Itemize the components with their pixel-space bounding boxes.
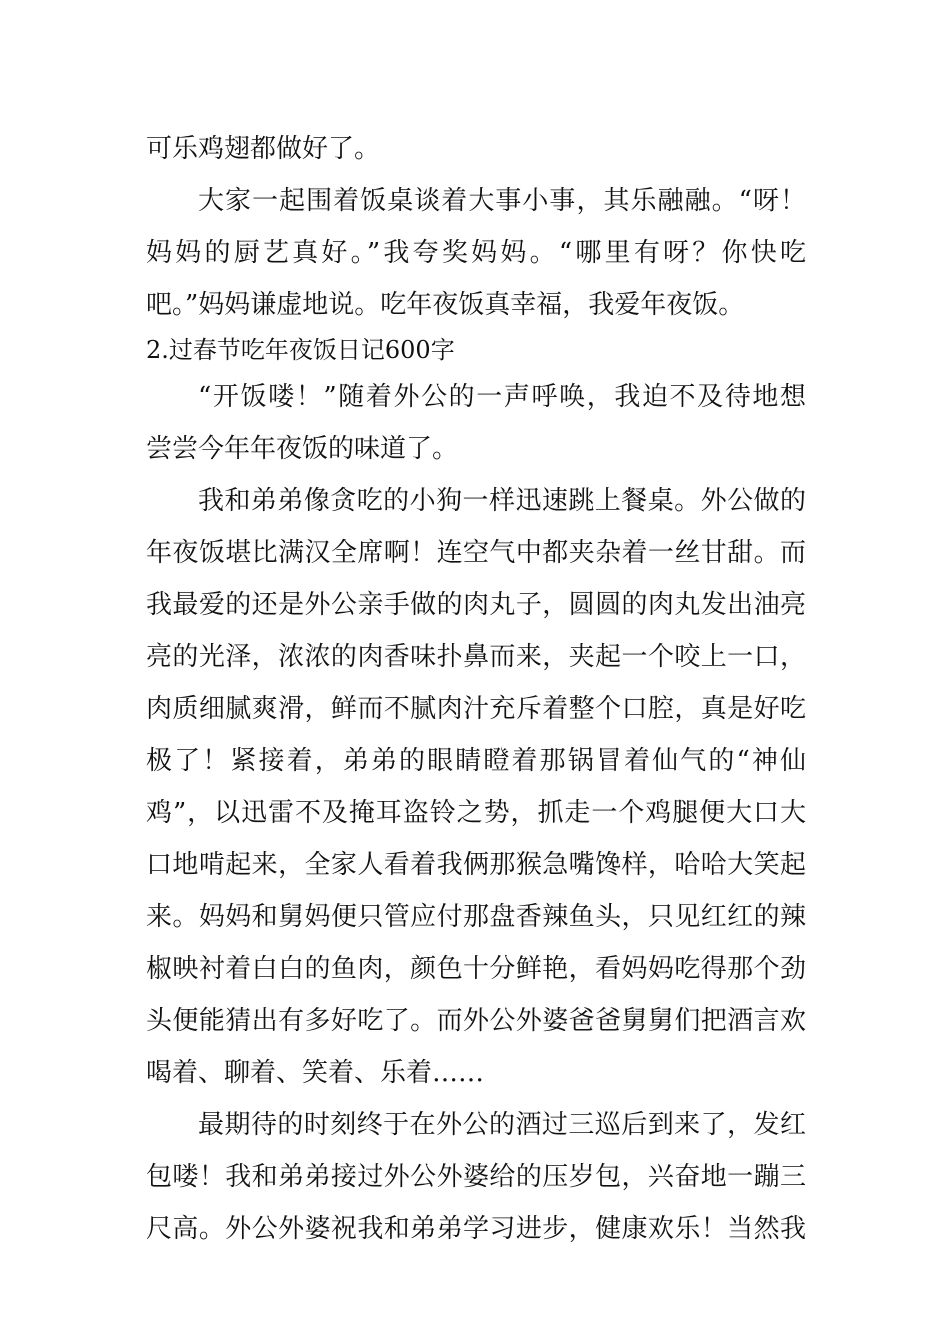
text-line: 年夜饭堪比满汉全席啊！连空气中都夹杂着一丝甘甜。而 — [146, 538, 806, 568]
text-line: 口地啃起来，全家人看着我俩那猴急嘴馋样，哈哈大笑起 — [146, 850, 806, 880]
text-line: 椒映衬着白白的鱼肉，颜色十分鲜艳，看妈妈吃得那个劲 — [146, 954, 806, 984]
text-line: 可乐鸡翅都做好了。 — [146, 134, 381, 164]
section-title: 2.过春节吃年夜饭日记600字 — [146, 336, 455, 364]
text-line: 尺高。外公外婆祝我和弟弟学习进步，健康欢乐！当然我 — [146, 1214, 806, 1244]
text-line: 包喽！我和弟弟接过外公外婆给的压岁包，兴奋地一蹦三 — [146, 1162, 806, 1192]
text-line: 尝尝今年年夜饭的味道了。 — [146, 434, 459, 464]
text-line: 妈妈的厨艺真好。”我夸奖妈妈。“哪里有呀？你快吃 — [146, 238, 806, 268]
text-line: 喝着、聊着、笑着、乐着…… — [146, 1058, 485, 1088]
text-line: 极了！紧接着，弟弟的眼睛瞪着那锅冒着仙气的“神仙 — [146, 746, 806, 776]
text-line: “开饭喽！”随着外公的一声呼唤，我迫不及待地想 — [198, 382, 806, 412]
text-line: 我和弟弟像贪吃的小狗一样迅速跳上餐桌。外公做的 — [198, 486, 806, 516]
text-line: 亮的光泽，浓浓的肉香味扑鼻而来，夹起一个咬上一口， — [146, 642, 806, 672]
text-line: 肉质细腻爽滑，鲜而不腻肉汁充斥着整个口腔，真是好吃 — [146, 694, 806, 724]
text-line: 鸡”，以迅雷不及掩耳盗铃之势，抓走一个鸡腿便大口大 — [146, 798, 806, 828]
text-line: 吧。”妈妈谦虚地说。吃年夜饭真幸福，我爱年夜饭。 — [146, 290, 745, 320]
text-line: 来。妈妈和舅妈便只管应付那盘香辣鱼头，只见红红的辣 — [146, 902, 806, 932]
text-line: 最期待的时刻终于在外公的酒过三巡后到来了，发红 — [198, 1110, 806, 1140]
text-line: 大家一起围着饭桌谈着大事小事，其乐融融。“呀！ — [198, 186, 806, 216]
text-line: 头便能猜出有多好吃了。而外公外婆爸爸舅舅们把酒言欢 — [146, 1006, 806, 1036]
text-line: 我最爱的还是外公亲手做的肉丸子，圆圆的肉丸发出油亮 — [146, 590, 806, 620]
